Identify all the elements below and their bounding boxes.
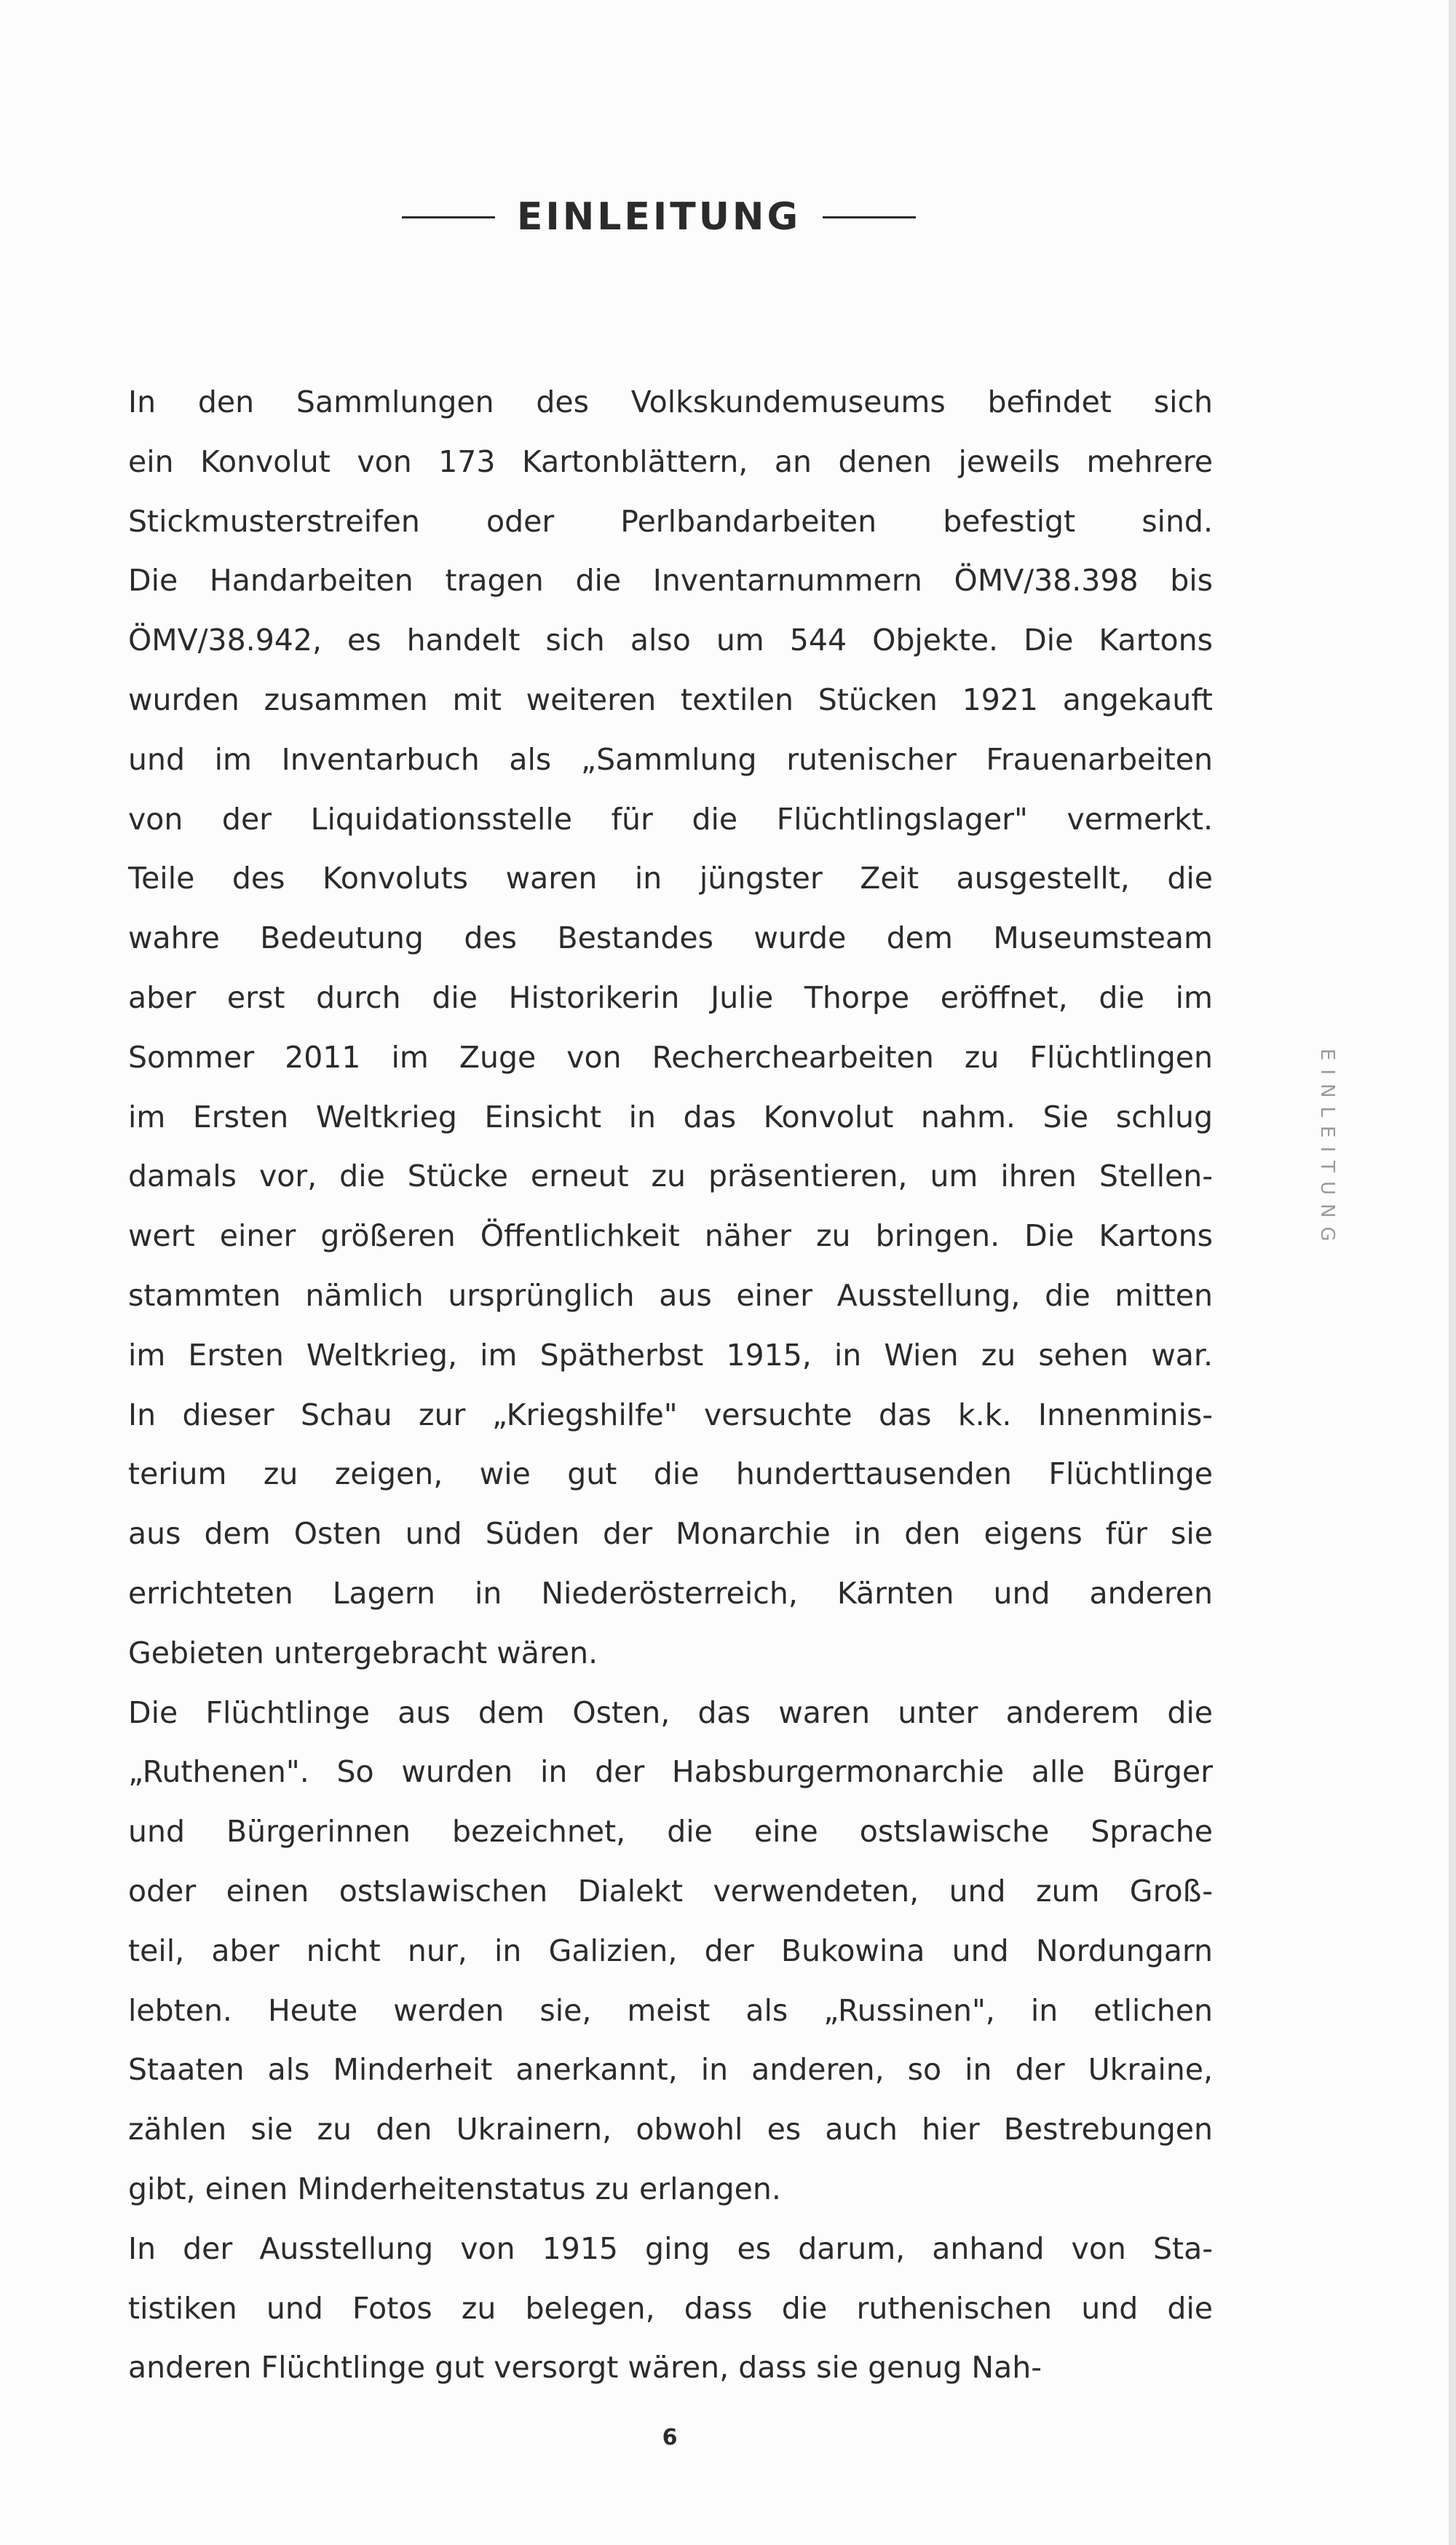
body-line: Die Handarbeiten tragen die Inventarnummern ÖMV/38.398 bis	[128, 563, 1213, 599]
body-line: terium zu zeigen, wie gut die hunderttausenden Flüchtlinge	[128, 1456, 1213, 1492]
body-line: ÖMV/38.942, es handelt sich also um 544 Objekte. Die Kartons	[128, 623, 1213, 658]
page-number: 6	[662, 2425, 678, 2450]
body-line: im Ersten Weltkrieg Einsicht in das Konvolut nahm. Sie schlug	[128, 1099, 1213, 1135]
body-line: errichteten Lagern in Niederösterreich, Kärnten und anderen	[128, 1575, 1213, 1611]
body-line: Sommer 2011 im Zuge von Recherchearbeiten zu Flüchtlingen	[128, 1039, 1213, 1075]
body-line: anderen Flüchtlinge gut versorgt wären, dass sie genug Nah-	[128, 2350, 1042, 2386]
header-rule-left	[402, 216, 495, 218]
body-line: Teile des Konvoluts waren in jüngster Zeit ausgestellt, die	[128, 861, 1213, 896]
body-line: In den Sammlungen des Volkskundemuseums befindet sich	[128, 384, 1213, 419]
body-line: und Bürgerinnen bezeichnet, die eine ostslawische Sprache	[128, 1814, 1213, 1850]
body-line: im Ersten Weltkrieg, im Spätherbst 1915, in Wien zu sehen war.	[128, 1337, 1213, 1373]
body-line: gibt, einen Minderheitenstatus zu erlangen.	[128, 2171, 781, 2206]
body-line: damals vor, die Stücke erneut zu präsentieren, um ihren Stellen-	[128, 1159, 1213, 1194]
body-line: teil, aber nicht nur, in Galizien, der Bukowina und Nordungarn	[128, 1933, 1213, 1968]
body-line: tistiken und Fotos zu belegen, dass die ruthenischen und die	[128, 2290, 1213, 2326]
body-line: wert einer größeren Öffentlichkeit näher zu bringen. Die Kartons	[128, 1218, 1213, 1254]
chapter-title: EINLEITUNG	[516, 195, 802, 239]
body-line: Die Flüchtlinge aus dem Osten, das waren unter anderem die	[128, 1694, 1213, 1730]
page-edge	[1449, 0, 1456, 2545]
body-line: von der Liquidationsstelle für die Flüchtlingslager" vermerkt.	[128, 801, 1213, 837]
chapter-header	[0, 195, 1318, 239]
body-line: Staaten als Minderheit anerkannt, in anderen, so in der Ukraine,	[128, 2052, 1213, 2088]
body-line: wahre Bedeutung des Bestandes wurde dem Museumsteam	[128, 920, 1213, 956]
body-text	[128, 373, 1213, 2398]
header-rule-right	[823, 216, 916, 218]
body-line: ein Konvolut von 173 Kartonblättern, an denen jeweils mehrere	[128, 443, 1213, 479]
body-line: In dieser Schau zur „Kriegshilfe" versuchte das k.k. Innenminis-	[128, 1397, 1213, 1432]
body-line: „Ruthenen". So wurden in der Habsburgermonarchie alle Bürger	[128, 1754, 1213, 1790]
body-line: und im Inventarbuch als „Sammlung rutenischer Frauenarbeiten	[128, 741, 1213, 777]
body-line: lebten. Heute werden sie, meist als „Russinen", in etlichen	[128, 1992, 1213, 2028]
body-line: zählen sie zu den Ukrainern, obwohl es auch hier Bestrebungen	[128, 2112, 1213, 2147]
side-chapter-label: EINLEITUNG	[1316, 1049, 1338, 1250]
body-line: oder einen ostslawischen Dialekt verwendeten, und zum Groß-	[128, 1873, 1213, 1909]
body-line: stammten nämlich ursprünglich aus einer Ausstellung, die mitten	[128, 1277, 1213, 1313]
body-line: In der Ausstellung von 1915 ging es darum, anhand von Sta-	[128, 2230, 1213, 2266]
body-line: wurden zusammen mit weiteren textilen Stücken 1921 angekauft	[128, 682, 1213, 717]
body-line: aber erst durch die Historikerin Julie Thorpe eröffnet, die im	[128, 979, 1213, 1015]
body-line: aus dem Osten und Süden der Monarchie in den eigens für sie	[128, 1516, 1213, 1552]
body-line: Stickmusterstreifen oder Perlbandarbeiten befestigt sind.	[128, 503, 1213, 539]
body-line: Gebieten untergebracht wären.	[128, 1635, 598, 1670]
